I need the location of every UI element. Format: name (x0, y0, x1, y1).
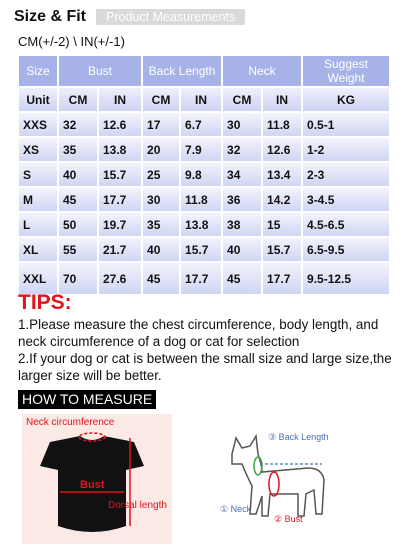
size-label-cell: XL (19, 238, 57, 261)
table-cell: 32 (223, 138, 261, 161)
table-cell: 50 (59, 213, 97, 236)
table-cell: 15.7 (263, 238, 301, 261)
table-cell: 35 (143, 213, 179, 236)
group-header-row (19, 56, 389, 86)
table-cell: 15.7 (99, 163, 141, 186)
product-measurements-badge: Product Measurements (96, 9, 245, 25)
col-neck: Neck (223, 56, 301, 86)
table-cell: 14.2 (263, 188, 301, 211)
unit-header-cell: KG (303, 88, 389, 111)
table-cell: 30 (143, 188, 179, 211)
table-cell: 45 (223, 263, 261, 294)
table-cell: 32 (59, 113, 97, 136)
table-cell: 3-4.5 (303, 188, 389, 211)
unit-header-cell: CM (223, 88, 261, 111)
unit-header-cell: Unit (19, 88, 57, 111)
shirt-measure-diagram (22, 414, 172, 544)
table-cell: 12.6 (99, 113, 141, 136)
table-cell: 13.8 (181, 213, 221, 236)
table-cell: 12.6 (263, 138, 301, 161)
unit-header-cell: IN (263, 88, 301, 111)
how-to-measure-label: HOW TO MEASURE (18, 390, 156, 409)
table-cell: 70 (59, 263, 97, 294)
table-cell: 17.7 (181, 263, 221, 294)
table-cell: 27.6 (99, 263, 141, 294)
table-cell: 55 (59, 238, 97, 261)
table-cell: 13.8 (99, 138, 141, 161)
size-label-cell: L (19, 213, 57, 236)
table-row (19, 263, 389, 294)
table-cell: 6.5-9.5 (303, 238, 389, 261)
table-cell: 35 (59, 138, 97, 161)
table-row (19, 163, 389, 186)
size-label-cell: XS (19, 138, 57, 161)
table-cell: 7.9 (181, 138, 221, 161)
dog-measure-diagram (212, 414, 342, 534)
unit-header-cell: IN (99, 88, 141, 111)
neck-circumference-label: Neck circumference (26, 417, 115, 428)
table-cell: 21.7 (99, 238, 141, 261)
table-cell: 11.8 (181, 188, 221, 211)
table-cell: 25 (143, 163, 179, 186)
size-table (17, 54, 391, 296)
page-title: Size & Fit (14, 8, 87, 25)
size-label-cell: M (19, 188, 57, 211)
neck-label: ① Neck (220, 504, 252, 514)
table-cell: 40 (59, 163, 97, 186)
unit-header-cell: CM (143, 88, 179, 111)
table-row (19, 138, 389, 161)
table-cell: 15.7 (181, 238, 221, 261)
size-table-body (19, 88, 389, 294)
tip-2: 2.If your dog or cat is between the small size and large size,the larger size will be better. (18, 351, 392, 383)
unit-header-row (19, 88, 389, 111)
table-cell: 4.5-6.5 (303, 213, 389, 236)
tip-1: 1.Please measure the chest circumference, body length, and neck circumference of a dog or cat for selection (18, 317, 379, 349)
table-cell: 0.5-1 (303, 113, 389, 136)
back-length-label: ③ Back Length (268, 432, 329, 442)
table-cell: 30 (223, 113, 261, 136)
table-cell: 40 (143, 238, 179, 261)
col-back-length: Back Length (143, 56, 221, 86)
table-cell: 40 (223, 238, 261, 261)
table-cell: 15 (263, 213, 301, 236)
table-cell: 17 (143, 113, 179, 136)
dorsal-length-label: Dorsal length (108, 500, 167, 511)
table-cell: 19.7 (99, 213, 141, 236)
table-row (19, 188, 389, 211)
tips-title: TIPS: (18, 291, 72, 314)
table-cell: 45 (143, 263, 179, 294)
table-cell: 45 (59, 188, 97, 211)
table-cell: 13.4 (263, 163, 301, 186)
size-label-cell: S (19, 163, 57, 186)
tips-body (18, 316, 410, 384)
table-cell: 17.7 (99, 188, 141, 211)
table-row (19, 113, 389, 136)
table-row (19, 238, 389, 261)
bust-label: Bust (80, 479, 105, 491)
table-cell: 11.8 (263, 113, 301, 136)
table-cell: 1-2 (303, 138, 389, 161)
table-cell: 20 (143, 138, 179, 161)
col-suggest-weight: Suggest Weight (303, 56, 389, 86)
col-bust: Bust (59, 56, 141, 86)
table-cell: 9.5-12.5 (303, 263, 389, 294)
units-note: CM(+/-2) \ IN(+/-1) (18, 34, 125, 49)
header (14, 8, 245, 26)
table-cell: 17.7 (263, 263, 301, 294)
table-cell: 36 (223, 188, 261, 211)
table-cell: 38 (223, 213, 261, 236)
unit-header-cell: CM (59, 88, 97, 111)
table-cell: 9.8 (181, 163, 221, 186)
size-label-cell: XXS (19, 113, 57, 136)
table-cell: 34 (223, 163, 261, 186)
col-size: Size (19, 56, 57, 86)
unit-header-cell: IN (181, 88, 221, 111)
table-cell: 6.7 (181, 113, 221, 136)
table-row (19, 213, 389, 236)
bust-dog-label: ② Bust (274, 514, 303, 524)
table-cell: 2-3 (303, 163, 389, 186)
size-label-cell: XXL (19, 263, 57, 294)
